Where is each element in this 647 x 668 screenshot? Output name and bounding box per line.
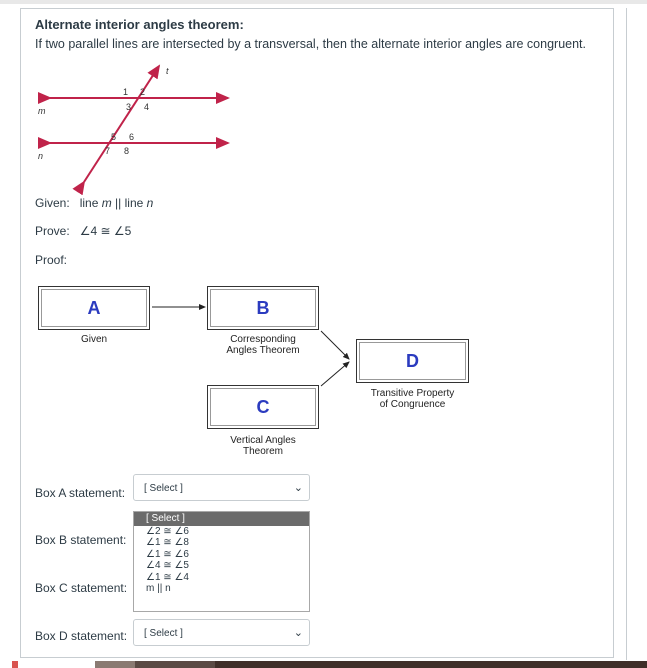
prove-label: Prove: [35, 224, 70, 238]
bottom-image-strip-2 [135, 661, 215, 668]
dropdown-option[interactable]: m || n [146, 583, 171, 594]
box-a-caption-text: Given [80, 334, 108, 345]
dropdown-option[interactable]: ∠2 ≅ ∠6 [146, 525, 189, 537]
theorem-statement: If two parallel lines are intersected by a transversal, then the alternate interior angles are congruent. [35, 37, 587, 51]
flow-box-a [38, 286, 150, 330]
box-a-caption [38, 334, 150, 345]
theorem-heading: Alternate interior angles theorem: [35, 17, 244, 32]
box-d-caption [356, 388, 469, 410]
box-b-caption-2: Angles Theorem [226, 345, 300, 356]
bottom-image-strip-3 [215, 661, 647, 668]
box-b-caption [207, 334, 319, 356]
box-d-caption-1: Transitive Property [370, 388, 455, 399]
box-a-letter: A [87, 297, 101, 318]
label-t: t [166, 66, 169, 76]
label-n: n [38, 151, 44, 161]
box-b-caption-1: Corresponding [230, 334, 296, 345]
box-c-caption-2: Theorem [242, 446, 283, 457]
flow-box-d [356, 339, 469, 383]
given-line [35, 196, 153, 210]
box-a-statement-label: Box A statement: [35, 486, 126, 500]
given-n: n [146, 196, 154, 210]
dropdown-option[interactable]: ∠1 ≅ ∠8 [146, 537, 189, 548]
chevron-down-icon: ⌄ [293, 482, 303, 494]
box-c-caption [207, 435, 319, 457]
chevron-down-icon: ⌄ [293, 627, 303, 639]
bottom-image-strip-1 [95, 661, 135, 668]
angle-2: 2 [140, 87, 146, 97]
top-border [0, 0, 647, 4]
box-c-caption-1: Vertical Angles [230, 435, 296, 446]
dropdown-option[interactable]: ∠1 ≅ ∠6 [146, 548, 189, 560]
angle-3: 3 [126, 102, 132, 112]
given-text-mid: || line [111, 196, 147, 210]
bottom-red-mark [12, 661, 18, 668]
given-text-pre: line [79, 196, 102, 210]
angle-7: 7 [105, 146, 111, 156]
angle-1: 1 [123, 87, 129, 97]
box-d-letter: D [406, 350, 419, 371]
angle-5: 5 [111, 132, 117, 142]
box-d-select-value: [ Select ] [144, 628, 183, 639]
box-c-letter: C [256, 396, 270, 417]
box-d-statement-label: Box D statement: [35, 629, 128, 643]
right-panel-edge [626, 8, 647, 668]
box-d-caption-2: of Congruence [379, 399, 446, 410]
label-m: m [38, 106, 46, 116]
dropdown-option[interactable]: ∠1 ≅ ∠4 [146, 571, 189, 583]
given-m: m [101, 196, 112, 210]
box-d-select[interactable] [133, 619, 310, 646]
box-a-select[interactable] [133, 474, 310, 501]
transversal-t [84, 66, 159, 182]
parallel-lines-figure [28, 60, 258, 195]
box-b-letter: B [256, 297, 270, 318]
dropdown-option[interactable]: [ Select ] [134, 512, 309, 526]
angle-8: 8 [124, 146, 130, 156]
flow-box-b [207, 286, 319, 330]
box-c-statement-label: Box C statement: [35, 581, 128, 595]
box-b-statement-label: Box B statement: [35, 533, 127, 547]
flow-box-c [207, 385, 319, 429]
box-a-select-value: [ Select ] [144, 483, 183, 494]
dropdown-option[interactable]: ∠4 ≅ ∠5 [146, 560, 189, 571]
angle-4: 4 [144, 102, 150, 112]
prove-line [35, 224, 131, 238]
prove-text: ∠4 ≅ ∠5 [79, 224, 132, 238]
given-label: Given: [35, 196, 70, 210]
box-b-select-dropdown[interactable] [133, 511, 310, 612]
angle-6: 6 [129, 132, 135, 142]
proof-label: Proof: [35, 253, 68, 267]
